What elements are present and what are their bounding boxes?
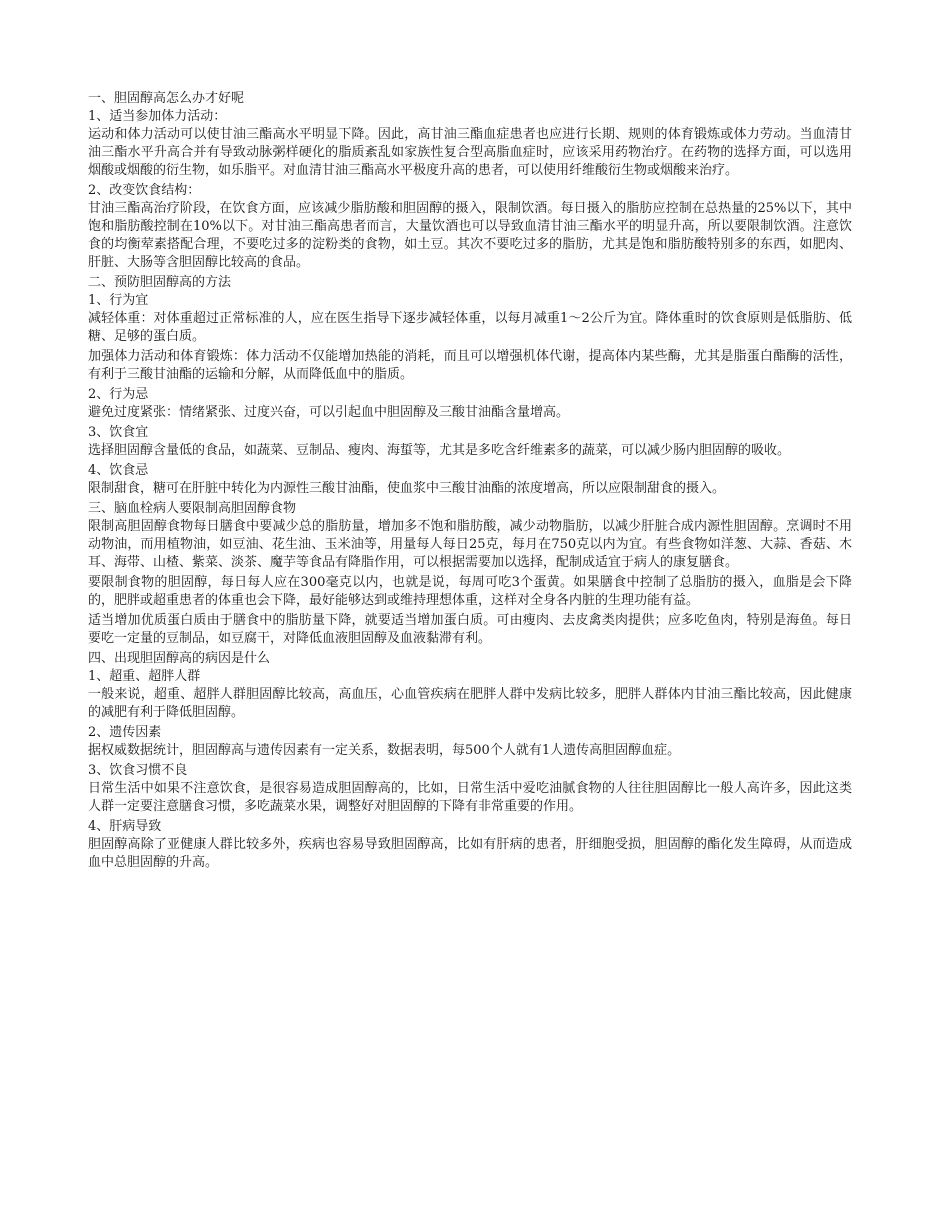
paragraph: 胆固醇高除了亚健康人群比较多外，疾病也容易导致胆固醇高，比如有肝病的患者，肝细胞受损，胆固醇的酯化发生障碍，从而造成血中总胆固醇的升高。 [88, 837, 852, 870]
paragraph: 限制甜食，糖可在肝脏中转化为内源性三酸甘油酯，使血浆中三酸甘油酯的浓度增高，所以应限制甜食的摄入。 [88, 481, 726, 496]
section-heading: 二、预防胆固醇高的方法 [88, 275, 232, 290]
paragraph: 据权威数据统计，胆固醇高与遗传因素有一定关系，数据表明，每500个人就有1人遗传高胆固醇血症。 [88, 743, 681, 758]
subheading: 4、饮食忌 [88, 463, 149, 478]
paragraph: 甘油三酯高治疗阶段，在饮食方面，应该减少脂肪酸和胆固醇的摄入，限制饮酒。每日摄入的脂肪应控制在总热量的25%以下，其中饱和脂肪酸控制在10%以下。对甘油三酯高患者而言，大量饮酒也可以导致血清甘油三酯水平的明显升高，所以要限制饮酒。注意饮食的均衡荤素搭配合理，不要吃过多的淀粉类的食物，如土豆。其次不要吃过多的脂肪，尤其是饱和脂肪酸特别多的东西，如肥肉、肝脏、大肠等含胆固醇比较高的食品。 [88, 201, 852, 270]
subheading: 1、行为宜 [88, 293, 149, 308]
paragraph: 选择胆固醇含量低的食品，如蔬菜、豆制品、瘦肉、海蜇等，尤其是多吃含纤维素多的蔬菜，可以减少肠内胆固醇的吸收。 [88, 443, 791, 458]
subheading: 2、改变饮食结构： [88, 183, 201, 198]
paragraph: 加强体力活动和体育锻炼：体力活动不仅能增加热能的消耗，而且可以增强机体代谢，提高体内某些酶，尤其是脂蛋白酯酶的活性，有利于三酸甘油酯的运输和分解，从而降低血中的脂质。 [88, 349, 852, 382]
paragraph: 限制高胆固醇食物每日膳食中要减少总的脂肪量，增加多不饱和脂肪酸，减少动物脂肪，以减少肝脏合成内源性胆固醇。烹调时不用动物油，而用植物油，如豆油、花生油、玉米油等，用量每人每日25克，每月在750克以内为宜。有些食物如洋葱、大蒜、香菇、木耳、海带、山楂、紫菜、淡茶、魔芋等食品有降脂作用，可以根据需要加以选择，配制成适宜于病人的康复膳食。 [88, 519, 852, 570]
section-heading: 四、出现胆固醇高的病因是什么 [88, 651, 271, 666]
paragraph: 日常生活中如果不注意饮食，是很容易造成胆固醇高的，比如，日常生活中爱吃油腻食物的人往往胆固醇比一般人高许多，因此这类人群一定要注意膳食习惯，多吃蔬菜水果，调整好对胆固醇的下降有非常重要的作用。 [88, 781, 852, 814]
paragraph: 适当增加优质蛋白质由于膳食中的脂肪量下降，就要适当增加蛋白质。可由瘦肉、去皮禽类肉提供；应多吃鱼肉，特别是海鱼。每日要吃一定量的豆制品，如豆腐干，对降低血液胆固醇及血液黏滞有利。 [88, 613, 852, 646]
document-body [88, 90, 852, 874]
subheading: 1、超重、超胖人群 [88, 669, 201, 684]
subheading: 2、行为忌 [88, 387, 149, 402]
paragraph: 避免过度紧张：情绪紧张、过度兴奋，可以引起血中胆固醇及三酸甘油酯含量增高。 [88, 405, 570, 420]
subheading: 3、饮食习惯不良 [88, 763, 188, 778]
subheading: 3、饮食宜 [88, 425, 149, 440]
paragraph: 要限制食物的胆固醇，每日每人应在300毫克以内，也就是说，每周可吃3个蛋黄。如果膳食中控制了总脂肪的摄入，血脂是会下降的，肥胖或超重患者的体重也会下降，最好能够达到或维持理想体重，这样对全身各内脏的生理功能有益。 [88, 575, 852, 608]
section-heading: 三、脑血栓病人要限制高胆固醇食物 [88, 501, 297, 516]
paragraph: 一般来说，超重、超胖人群胆固醇比较高，高血压，心血管疾病在肥胖人群中发病比较多，肥胖人群体内甘油三酯比较高，因此健康的减肥有利于降低胆固醇。 [88, 687, 852, 720]
subheading: 4、肝病导致 [88, 819, 162, 834]
section-heading: 一、胆固醇高怎么办才好呢 [88, 91, 245, 106]
paragraph: 减轻体重：对体重超过正常标准的人，应在医生指导下逐步减轻体重，以每月减重1～2公斤为宜。降体重时的饮食原则是低脂肪、低糖、足够的蛋白质。 [88, 311, 852, 344]
subheading: 2、遗传因素 [88, 725, 162, 740]
subheading: 1、适当参加体力活动： [88, 109, 227, 124]
paragraph: 运动和体力活动可以使甘油三酯高水平明显下降。因此，高甘油三酯血症患者也应进行长期、规则的体育锻炼或体力劳动。当血清甘油三酯水平升高合并有导致动脉粥样硬化的脂质紊乱如家族性复合型高脂血症时，应该采用药物治疗。在药物的选择方面，可以选用烟酸或烟酸的衍生物，如乐脂平。对血清甘油三酯高水平极度升高的患者，可以使用纤维酸衍生物或烟酸来治疗。 [88, 127, 852, 178]
